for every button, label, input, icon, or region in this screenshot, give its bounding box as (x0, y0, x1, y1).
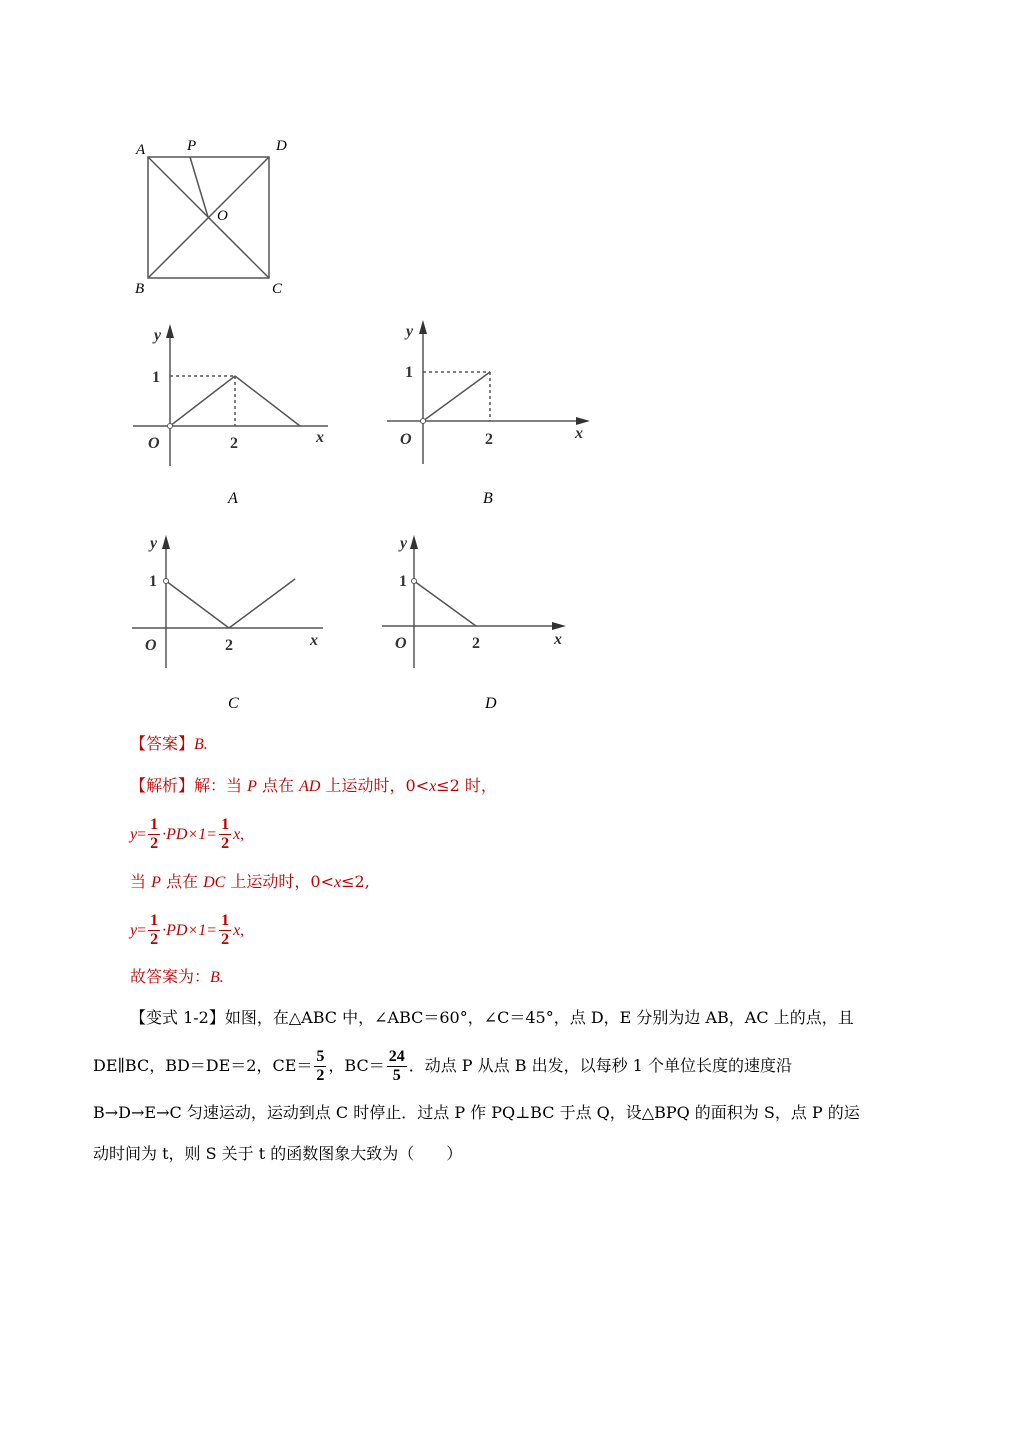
option-label-b: B (483, 490, 493, 507)
fraction-den: 5 (392, 1067, 401, 1084)
analysis-line-3 (130, 872, 370, 893)
x-arrow-icon (576, 417, 590, 425)
analysis-text: ≤2, (341, 872, 370, 891)
tick-1: 1 (149, 573, 157, 590)
analysis-var-p: P (247, 778, 257, 795)
origin-label: O (148, 435, 160, 452)
fraction-num: 24 (388, 1048, 405, 1065)
fraction-den: 2 (316, 1067, 325, 1084)
analysis-var-p: P (151, 874, 161, 891)
x-axis-label: x (554, 631, 562, 648)
label-c: C (272, 281, 283, 297)
origin-label: O (395, 635, 407, 652)
tick-2: 2 (472, 635, 480, 652)
analysis-var-x: x (334, 874, 342, 891)
analysis-var-ad: AD (299, 778, 321, 795)
fraction-num: 5 (316, 1048, 325, 1065)
formula-1 (130, 812, 244, 856)
answer-bracket: 【答案】 (130, 734, 195, 753)
variant-text: ，BC＝ (328, 1056, 385, 1075)
fraction-den: 2 (221, 835, 230, 852)
origin-point (421, 419, 426, 424)
open-point (164, 579, 169, 584)
origin-label: O (145, 637, 157, 654)
analysis-text: 当 (130, 872, 147, 891)
graph-option-a (128, 318, 338, 473)
graph-option-b (382, 314, 597, 469)
origin-label: O (400, 431, 412, 448)
answer-line (130, 734, 208, 755)
option-label-d: D (485, 695, 497, 712)
y-axis-label: y (400, 535, 408, 552)
fraction-num: 1 (221, 912, 230, 929)
formula-mid: ·PD×1= (162, 922, 218, 939)
analysis-text: 点在 (262, 776, 295, 795)
fraction-den: 2 (150, 931, 159, 948)
analysis-var-x: x (429, 778, 437, 795)
conclusion-value: B. (210, 969, 224, 986)
x-axis-label: x (316, 429, 324, 446)
fraction-half (148, 816, 160, 853)
analysis-bracket: 【解析】 (130, 776, 195, 795)
formula-mid: ·PD×1= (162, 826, 218, 843)
option-label-c: C (228, 695, 239, 712)
x-arrow-icon (552, 622, 566, 630)
formula-eq: = (137, 922, 147, 939)
variant-text: 如图，在△ABC 中，∠ABC＝60°，∠C＝45°，点 D，E 分别为边 AB，AC 上的点，且 (224, 1008, 854, 1027)
label-b: B (135, 281, 145, 297)
y-arrow-icon (419, 320, 427, 334)
variant-line-3 (93, 1103, 860, 1123)
formula-x: x, (233, 826, 245, 843)
fraction-bc (387, 1048, 407, 1085)
origin-point (168, 424, 173, 429)
fraction-half (219, 816, 231, 853)
square-figure (130, 130, 300, 305)
fraction-half (219, 912, 231, 949)
analysis-text: ≤2 时， (436, 776, 497, 795)
tick-1: 1 (405, 364, 413, 381)
label-a: A (136, 142, 146, 158)
analysis-var-dc: DC (203, 874, 226, 891)
analysis-text: 点在 (165, 872, 198, 891)
variant-text: ．动点 P 从点 B 出发，以每秒 1 个单位长度的速度沿 (408, 1056, 792, 1075)
answer-value: B. (194, 736, 208, 753)
open-point (412, 579, 417, 584)
graph-line-fall (166, 581, 229, 628)
conclusion-line (130, 967, 224, 988)
tick-1: 1 (152, 369, 160, 386)
variant-text: B→D→E→C 匀速运动，运动到点 C 时停止．过点 P 作 PQ⊥BC 于点 Q，设△BPQ 的面积为 S，点 P 的运 (93, 1103, 860, 1122)
formula-y: y (130, 922, 138, 939)
graph-line-fall (414, 581, 476, 626)
variant-text: 动时间为 t，则 S 关于 t 的函数图象大致为（ ） (93, 1144, 463, 1163)
tick-2: 2 (485, 431, 493, 448)
y-arrow-icon (162, 535, 170, 549)
fraction-half (148, 912, 160, 949)
graph-option-c (128, 530, 338, 675)
label-d: D (276, 138, 287, 154)
fraction-den: 2 (150, 835, 159, 852)
variant-line-2 (93, 1044, 792, 1088)
formula-2 (130, 908, 244, 952)
variant-line-4 (93, 1144, 462, 1164)
graph-line-rise (229, 579, 295, 628)
y-arrow-icon (410, 535, 418, 549)
fraction-num: 1 (150, 912, 159, 929)
graph-line-fall (235, 376, 300, 426)
analysis-text: 上运动时，0< (230, 872, 335, 891)
option-label-a: A (228, 490, 238, 507)
fraction-ce (314, 1048, 326, 1085)
tick-1: 1 (399, 573, 407, 590)
label-o: O (217, 208, 228, 224)
fraction-den: 2 (221, 931, 230, 948)
fraction-num: 1 (150, 816, 159, 833)
graph-option-d (378, 530, 578, 675)
variant-bracket: 【变式 1-2】 (130, 1008, 225, 1027)
tick-2: 2 (230, 435, 238, 452)
analysis-text: 解：当 (194, 776, 243, 795)
analysis-line-1 (130, 776, 497, 797)
y-arrow-icon (166, 324, 174, 338)
variant-text: DE∥BC，BD＝DE＝2，CE＝ (93, 1056, 313, 1075)
x-axis-label: x (575, 425, 583, 442)
variant-line-1 (130, 1008, 854, 1028)
formula-y: y (130, 826, 138, 843)
graph-line-rise (423, 372, 490, 421)
fraction-num: 1 (221, 816, 230, 833)
conclusion-text: 故答案为： (130, 967, 211, 986)
x-axis-label: x (310, 632, 318, 649)
y-axis-label: y (406, 323, 414, 340)
y-axis-label: y (150, 535, 158, 552)
graph-line-rise (170, 376, 235, 426)
y-axis-label: y (154, 327, 162, 344)
tick-2: 2 (225, 637, 233, 654)
formula-eq: = (137, 826, 147, 843)
analysis-text: 上运动时，0< (325, 776, 430, 795)
label-p: P (187, 138, 197, 154)
formula-x: x, (233, 922, 245, 939)
